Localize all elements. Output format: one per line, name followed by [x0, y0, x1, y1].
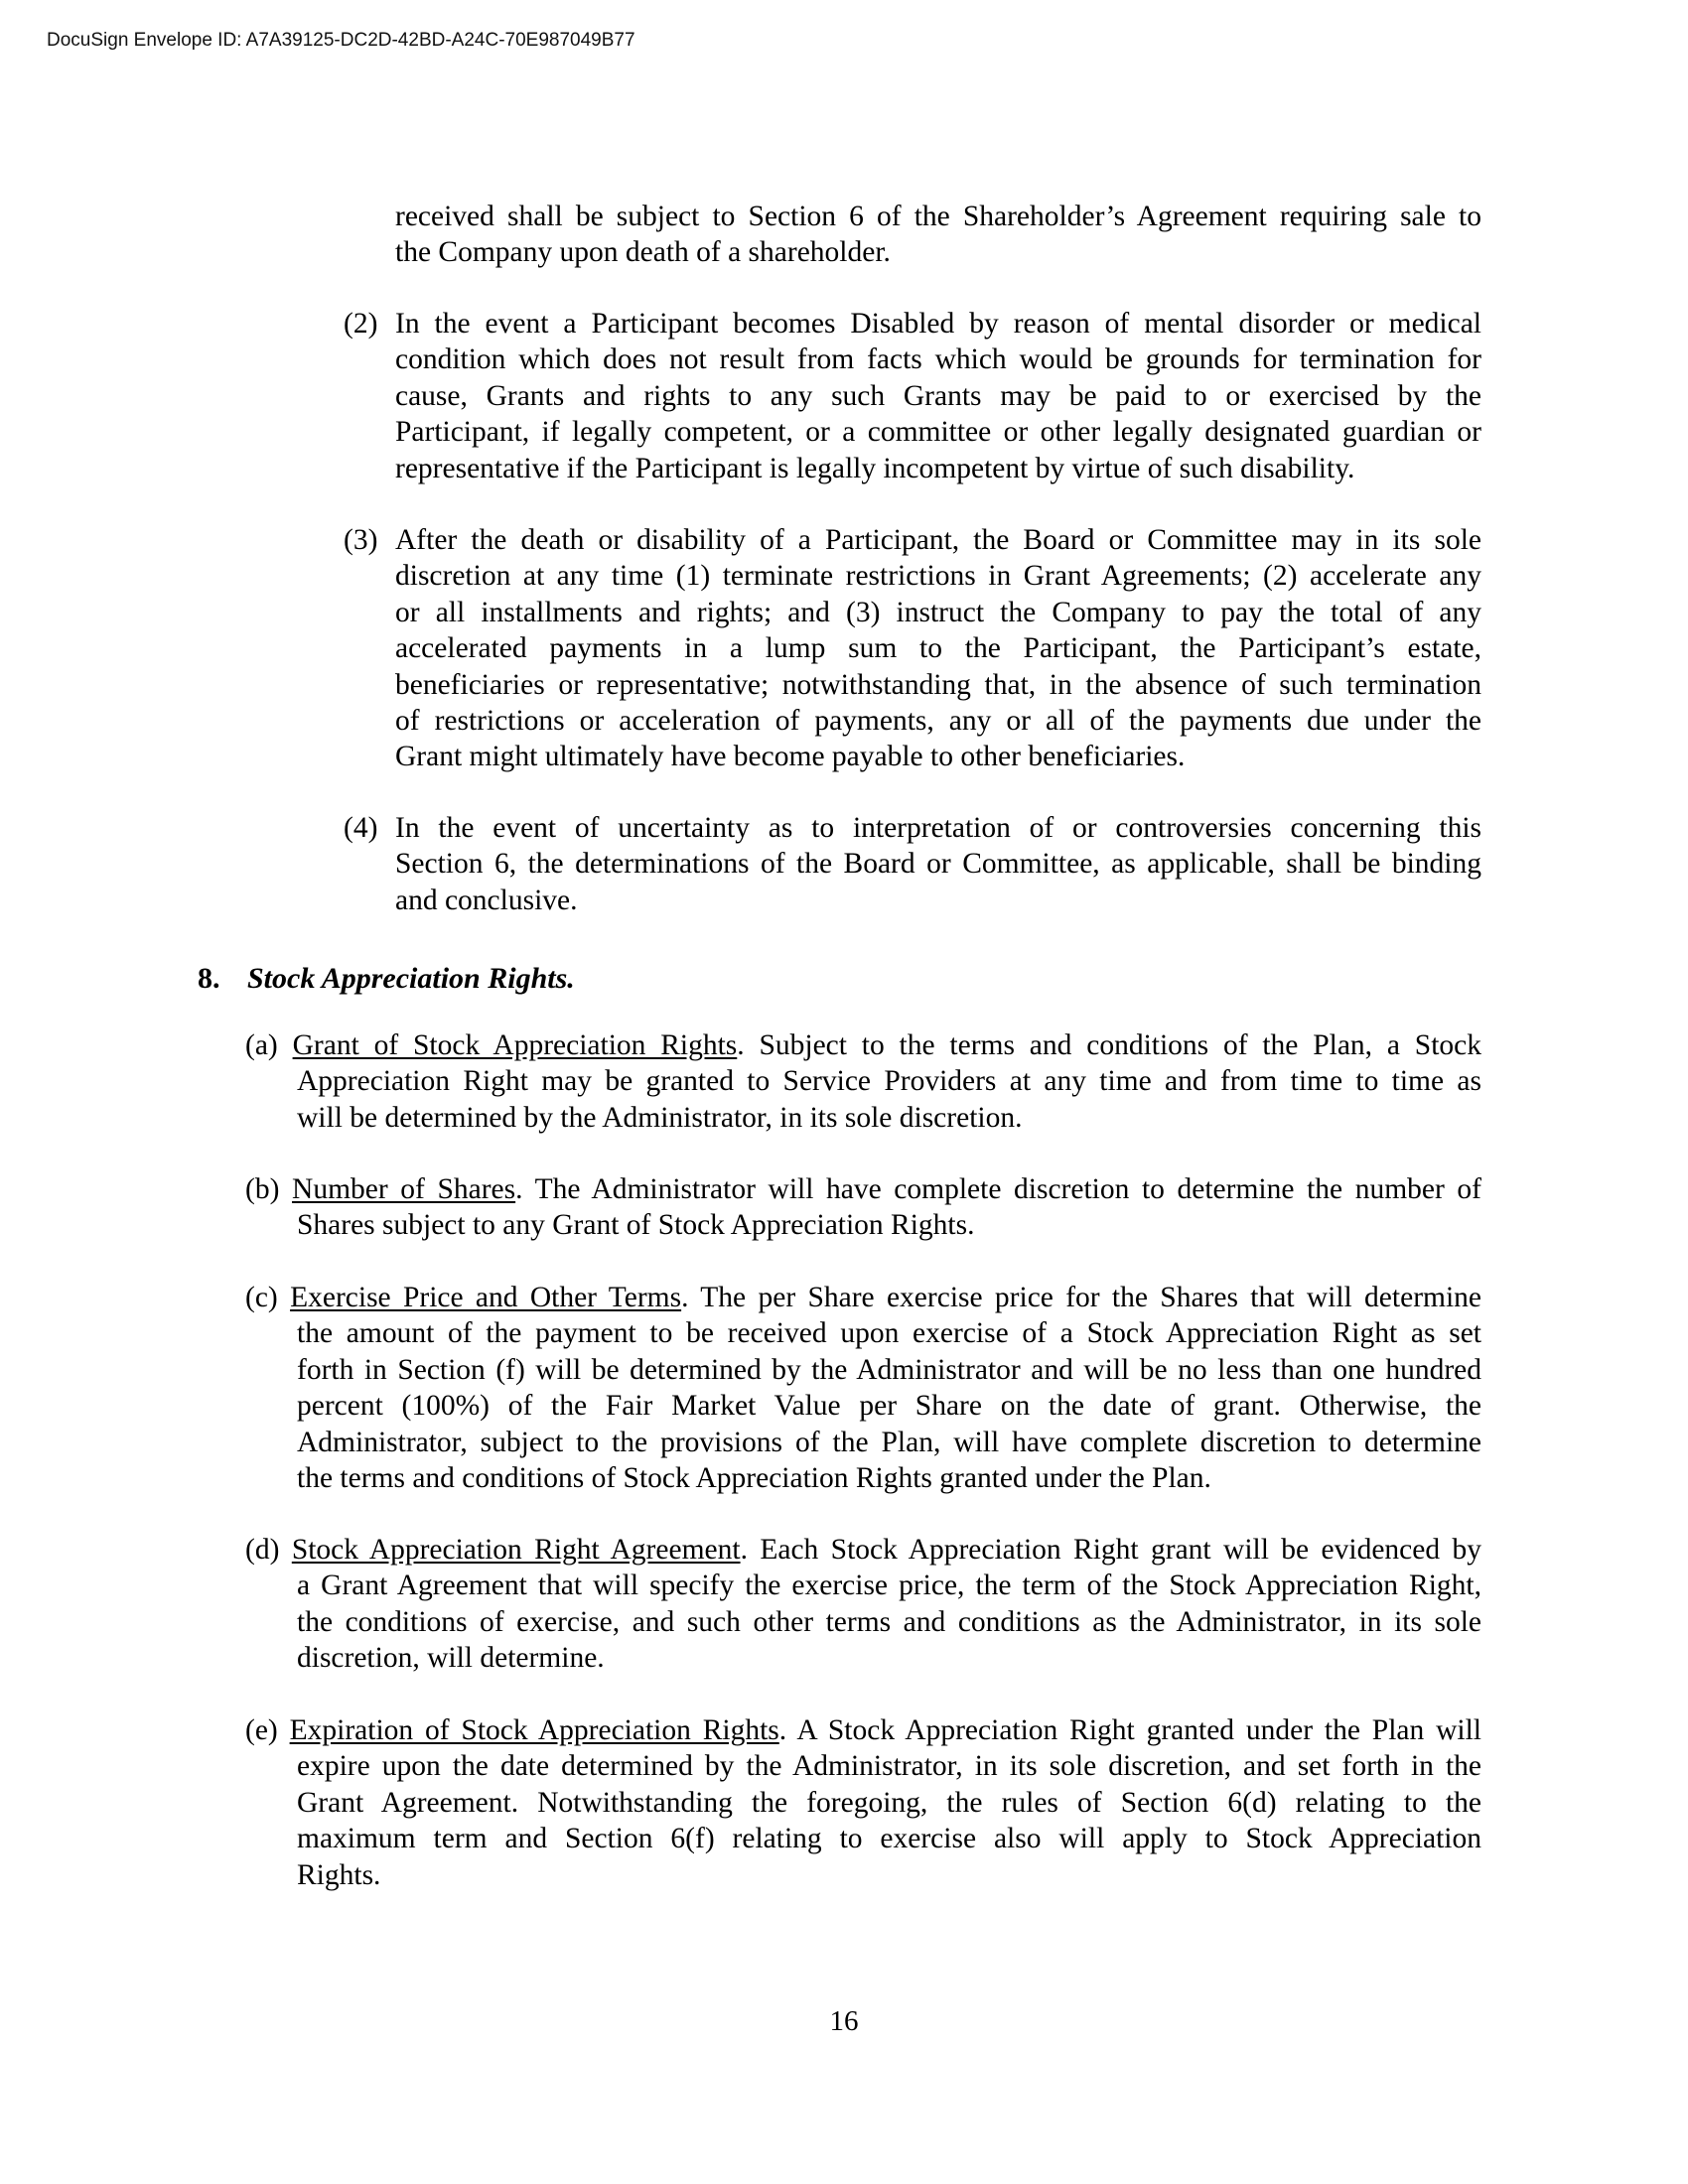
lettered-item-d [245, 1532, 1481, 1677]
text-line: the terms and conditions of Stock Appreciation Rights granted under the Plan. [297, 1462, 1211, 1495]
text-line: Rights. [297, 1858, 381, 1891]
text-line: forth in Section (f) will be determined by the Administrator and will be no less than one hundred [297, 1353, 1481, 1386]
item-label: (a) [245, 1029, 278, 1061]
item-label: (b) [245, 1173, 280, 1205]
text-line: In the event a Participant becomes Disabled by reason of mental disorder or medical [395, 308, 1481, 340]
docusign-envelope-id: DocuSign Envelope ID: A7A39125-DC2D-42BD-A24C-70E987049B77 [47, 30, 635, 51]
text-line: Grant might ultimately have become payable to other beneficiaries. [395, 741, 1186, 773]
item-first-line [245, 1027, 1481, 1063]
page-number: 16 [829, 2005, 859, 2037]
text-line: representative if the Participant is legally incompetent by virtue of such disability. [395, 452, 1355, 484]
text-line: Grant Agreement. Notwithstanding the foregoing, the rules of Section 6(d) relating to the [297, 1786, 1481, 1819]
item-first-line [245, 1280, 1481, 1315]
item-first-text: . The Administrator will have complete discretion to determine the number of [515, 1173, 1482, 1205]
text-line: percent (100%) of the Fair Market Value per Share on the date of grant. Otherwise, the [297, 1390, 1481, 1423]
text-line: cause, Grants and rights to any such Grants may be paid to or exercised by the [395, 379, 1481, 412]
item-label: (4) [344, 812, 378, 844]
text-line: the Company upon death of a shareholder. [395, 236, 891, 269]
item-label: (3) [344, 524, 378, 556]
text-line: discretion at any time (1) terminate restrictions in Grant Agreements; (2) accelerate any [395, 560, 1481, 593]
numbered-item-3 [344, 522, 1481, 775]
text-line: After the death or disability of a Participant, the Board or Committee may in its sole [395, 524, 1481, 556]
item-label: (e) [245, 1714, 278, 1746]
item-first-line [245, 1712, 1481, 1748]
item-heading: Exercise Price and Other Terms [290, 1282, 682, 1313]
item-heading: Stock Appreciation Right Agreement [291, 1534, 741, 1566]
text-line: In the event of uncertainty as to interpretation of or controversies concerning this [395, 812, 1481, 844]
section-number: 8. [198, 962, 220, 995]
section-title: Stock Appreciation Rights. [247, 962, 575, 995]
numbered-item-4 [344, 810, 1481, 918]
lettered-item-c [245, 1280, 1481, 1496]
text-line: accelerated payments in a lump sum to the Participant, the Participant’s estate, [395, 632, 1481, 665]
text-line: Appreciation Right may be granted to Service Providers at any time and from time to time as [297, 1065, 1481, 1098]
text-line: a Grant Agreement that will specify the exercise price, the term of the Stock Appreciation Right, [297, 1570, 1481, 1602]
lettered-item-b [245, 1171, 1481, 1244]
item-first-text: . A Stock Appreciation Right granted under the Plan will [778, 1714, 1482, 1746]
text-line: condition which does not result from facts which would be grounds for termination for [395, 343, 1481, 376]
item-first-text: . Subject to the terms and conditions of the Plan, a Stock [737, 1029, 1482, 1061]
text-line: Administrator, subject to the provisions of the Plan, will have complete discretion to determine [297, 1426, 1481, 1458]
numbered-item-2 [344, 306, 1481, 486]
text-line: and conclusive. [395, 884, 578, 916]
text-line: the conditions of exercise, and such other terms and conditions as the Administrator, in its sole [297, 1605, 1481, 1638]
item-label: (d) [245, 1534, 280, 1566]
text-line: Section 6, the determinations of the Board or Committee, as applicable, shall be binding [395, 848, 1481, 881]
text-line: Shares subject to any Grant of Stock Appreciation Rights. [297, 1209, 975, 1242]
text-line: expire upon the date determined by the Administrator, in its sole discretion, and set forth in the [297, 1750, 1481, 1783]
section-heading [198, 961, 575, 997]
item-first-text: . Each Stock Appreciation Right grant will be evidenced by [740, 1534, 1482, 1566]
item-heading: Number of Shares [292, 1173, 516, 1205]
text-line: beneficiaries or representative; notwithstanding that, in the absence of such termination [395, 668, 1481, 701]
item-label: (c) [245, 1282, 278, 1313]
item-heading: Expiration of Stock Appreciation Rights [289, 1714, 779, 1746]
text-line: will be determined by the Administrator, in its sole discretion. [297, 1101, 1023, 1134]
item-first-text: . The per Share exercise price for the Shares that will determine [681, 1282, 1482, 1313]
text-line: or all installments and rights; and (3) instruct the Company to pay the total of any [395, 596, 1481, 628]
text-line: Participant, if legally competent, or a committee or other legally designated guardian or [395, 416, 1481, 449]
lettered-item-e [245, 1712, 1481, 1893]
item-first-line [245, 1532, 1481, 1568]
continuation-paragraph [395, 199, 1481, 271]
item-heading: Grant of Stock Appreciation Rights [292, 1029, 738, 1061]
text-line: the amount of the payment to be received upon exercise of a Stock Appreciation Right as set [297, 1317, 1481, 1350]
text-line: discretion, will determine. [297, 1642, 605, 1675]
text-line: of restrictions or acceleration of payments, any or all of the payments due under the [395, 705, 1481, 738]
text-line: received shall be subject to Section 6 of the Shareholder’s Agreement requiring sale to [395, 201, 1481, 232]
item-label: (2) [344, 308, 378, 340]
lettered-item-a [245, 1027, 1481, 1136]
text-line: maximum term and Section 6(f) relating to exercise also will apply to Stock Appreciation [297, 1823, 1481, 1855]
item-first-line [245, 1171, 1481, 1207]
